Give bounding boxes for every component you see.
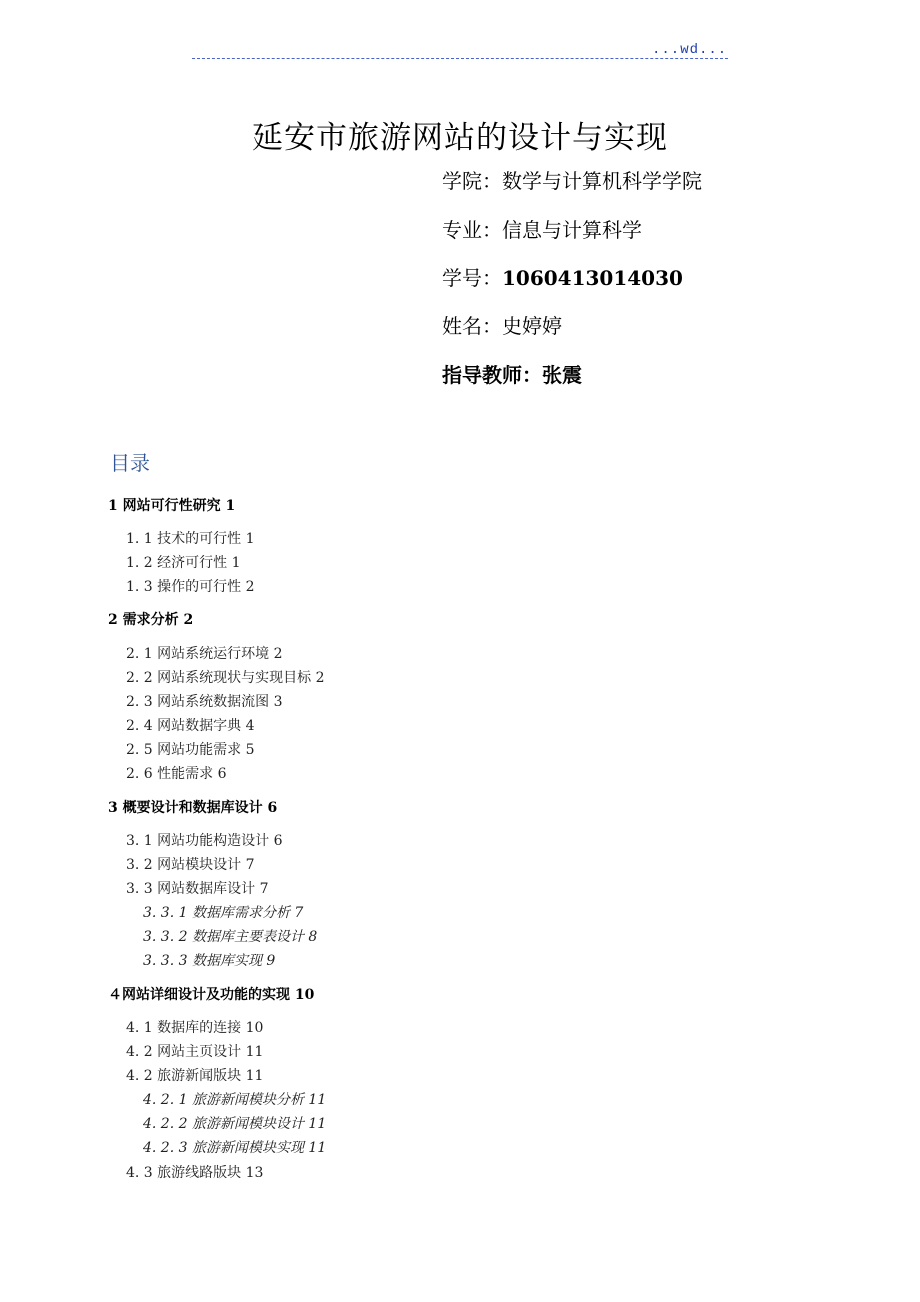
name-value: 史婷婷 (502, 314, 562, 338)
toc-entry[interactable]: 1. 1 技术的可行性 1 (126, 531, 255, 547)
toc-entry[interactable]: 4. 1 数据库的连接 10 (126, 1020, 264, 1036)
toc-entry[interactable]: 4. 2 旅游新闻版块 11 (126, 1068, 264, 1084)
toc-entry[interactable]: 3. 3 网站数据库设计 7 (126, 881, 269, 897)
toc-entry[interactable]: 3. 3. 1 数据库需求分析 7 (143, 905, 304, 921)
college-label: 学院： (442, 169, 502, 193)
toc-entry[interactable]: 2. 6 性能需求 6 (126, 766, 227, 782)
toc-entry[interactable]: 1. 3 操作的可行性 2 (126, 579, 255, 595)
name-label: 姓名： (442, 314, 502, 338)
toc-entry[interactable]: 4. 3 旅游线路版块 13 (126, 1165, 264, 1181)
toc-heading: 目录 (110, 451, 150, 475)
toc-entry[interactable]: 4. 2. 3 旅游新闻模块实现 11 (143, 1140, 327, 1156)
toc-entry[interactable]: 2. 3 网站系统数据流图 3 (126, 694, 283, 710)
toc-entry[interactable]: 2 需求分析 2 (108, 612, 194, 628)
header-watermark: ...wd... (652, 42, 728, 58)
student-id-label: 学号： (442, 266, 502, 290)
toc-entry[interactable]: 3. 2 网站模块设计 7 (126, 857, 255, 873)
toc-entry[interactable]: 4. 2. 1 旅游新闻模块分析 11 (143, 1092, 327, 1108)
major-label: 专业： (442, 218, 502, 242)
toc-entry[interactable]: 2. 2 网站系统现状与实现目标 2 (126, 670, 325, 686)
toc-entry[interactable]: 4. 2. 2 旅游新闻模块设计 11 (143, 1116, 327, 1132)
toc-entry[interactable]: 3 概要设计和数据库设计 6 (108, 800, 278, 816)
toc-entry[interactable]: 3. 1 网站功能构造设计 6 (126, 833, 283, 849)
teacher-value: 张震 (542, 363, 582, 387)
teacher-label: 指导教师： (442, 363, 542, 387)
toc-entry[interactable]: 2. 5 网站功能需求 5 (126, 742, 255, 758)
document-title: 延安市旅游网站的设计与实现 (252, 120, 668, 156)
toc-entry[interactable]: 1 网站可行性研究 1 (108, 498, 236, 514)
toc-entry[interactable]: 4. 2 网站主页设计 11 (126, 1044, 264, 1060)
toc-entry[interactable]: 2. 4 网站数据字典 4 (126, 718, 255, 734)
major-value: 信息与计算科学 (502, 218, 642, 242)
toc-entry[interactable]: 1. 2 经济可行性 1 (126, 555, 241, 571)
toc-entry[interactable]: 3. 3. 2 数据库主要表设计 8 (143, 929, 318, 945)
college-value: 数学与计算机科学学院 (502, 169, 702, 193)
student-id-value: 1060413014030 (502, 266, 683, 290)
toc-entry[interactable]: ４网站详细设计及功能的实现 10 (108, 987, 315, 1003)
toc-entry[interactable]: 2. 1 网站系统运行环境 2 (126, 646, 283, 662)
toc-entry[interactable]: 3. 3. 3 数据库实现 9 (143, 953, 276, 969)
